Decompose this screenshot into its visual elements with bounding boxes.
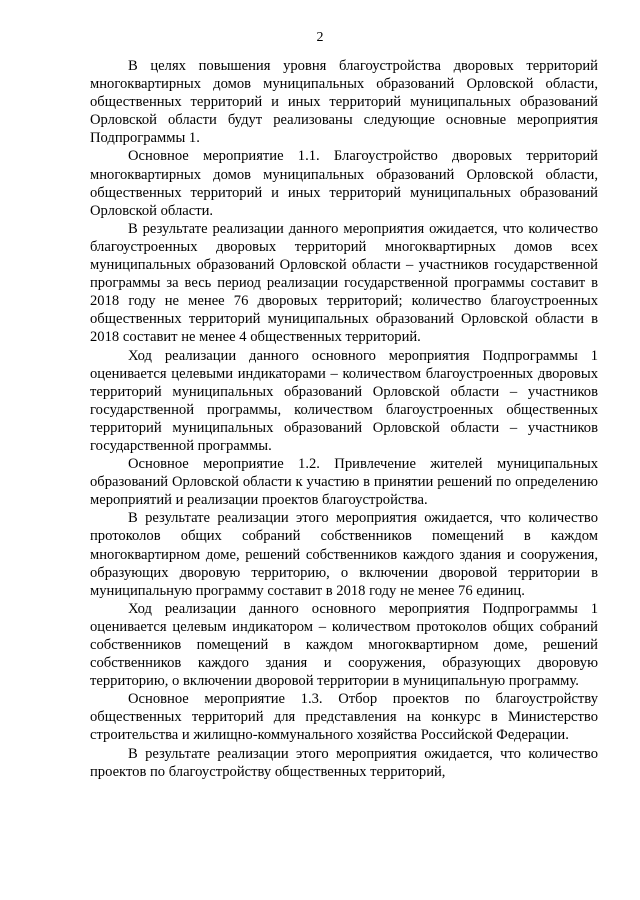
paragraph-progress-1-2: Ход реализации данного основного мероприятия Подпрограммы 1 оценивается целевым индикатором – количеством протоколов общих собраний собственников помещений в каждом многоквартирном доме, решений собственников каждого здания и сооружения, образующих дворовую территорию, о включении дворовой территории в муниципальную программу. <box>90 600 598 690</box>
paragraph-result-1-2: В результате реализации этого мероприятия ожидается, что количество протоколов общих собраний собственников помещений в каждом многоквартирном доме, решений собственников каждого здания и сооружения, образующих дворовую территорию, о включении дворовой территории в муниципальную программу составит в 2018 году не менее 76 единиц. <box>90 510 598 599</box>
paragraph-measure-1-2: Основное мероприятие 1.2. Привлечение жителей муниципальных образований Орловской области к участию в принятии решений по определению мероприятий и реализации проектов благоустройства. <box>90 456 598 509</box>
paragraph-result-1-3: В результате реализации этого мероприятия ожидается, что количество проектов по благоустройству общественных территорий, <box>90 745 598 780</box>
paragraph-measure-1-1: Основное мероприятие 1.1. Благоустройство дворовых территорий многоквартирных домов муниципальных образований Орловской области, общественных территорий и иных территорий муниципальных образований Орловской области. <box>90 148 598 219</box>
body-text <box>90 57 598 781</box>
page-number: 2 <box>316 30 324 45</box>
paragraph-progress-1-1: Ход реализации данного основного мероприятия Подпрограммы 1 оценивается целевыми индикаторами – количеством благоустроенных дворовых территорий муниципальных образований Орловской области – участников государственной программы, количеством благоустроенных общественных территорий муниципальных образований Орловской области – участников государственной программы. <box>90 347 598 454</box>
paragraph-measure-1-3: Основное мероприятие 1.3. Отбор проектов по благоустройству общественных территорий для представления на конкурс в Министерство строительства и жилищно-коммунального хозяйства Российской Федерации. <box>90 691 598 744</box>
paragraph-result-1-1: В результате реализации данного мероприятия ожидается, что количество благоустроенных дворовых территорий многоквартирных домов всех муниципальных образований Орловской области – участников государственной программы за весь период реализации государственной программы составит в 2018 году не менее 76 дворовых территорий; количество благоустроенных общественных территорий муниципальных образований Орловской области в 2018 составит не менее 4 общественных территорий. <box>90 220 598 346</box>
paragraph-intro: В целях повышения уровня благоустройства дворовых территорий многоквартирных домов муниципальных образований Орловской области, общественных территорий и иных территорий муниципальных образований Орловской области будут реализованы следующие основные мероприятия Подпрограммы 1. <box>90 58 598 147</box>
